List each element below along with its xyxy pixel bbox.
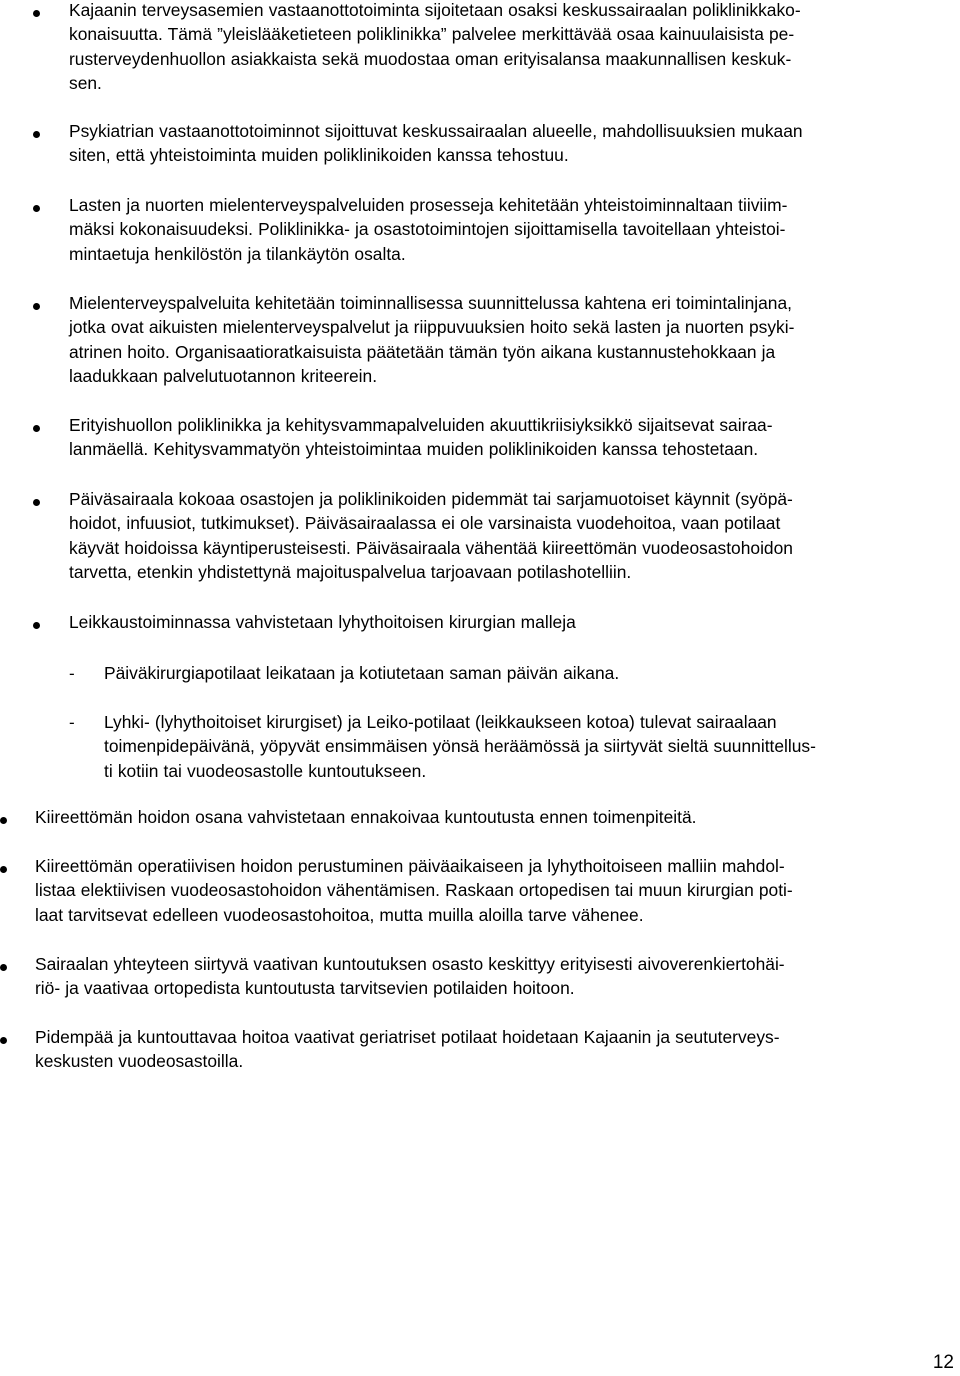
list-item-text	[69, 0, 801, 96]
text-line: atrinen hoito. Organisaatioratkaisuista päätetään tämän työn aikana kustannustehokkaan ja	[69, 341, 776, 362]
dash-marker: -	[69, 664, 75, 683]
text-line: hoidot, infuusiot, tutkimukset). Päiväsairaalassa ei ole varsinaista vuodehoitoa, vaan potilaat	[69, 513, 781, 534]
bullet-icon	[0, 1037, 7, 1044]
page-number: 12	[932, 1352, 954, 1373]
list-item-text	[104, 661, 619, 685]
text-line: Kiireettömän operatiivisen hoidon perustuminen päiväaikaiseen ja lyhythoitoiseen malliin mahdol-	[35, 856, 785, 876]
list-item-text	[69, 291, 794, 389]
text-line: Päiväsairaala kokoaa osastojen ja poliklinikoiden pidemmät tai sarjamuotoiset käynnit (syöpä-	[69, 489, 793, 509]
list-item-text	[35, 854, 793, 927]
text-line: laat tarvitsevat edelleen vuodeosastohoitoa, mutta muilla aloilla tarve vähenee.	[35, 904, 644, 925]
text-line: jotka ovat aikuisten mielenterveyspalvelut ja riippuvuuksien hoito sekä lasten ja nuorten psyki-	[69, 317, 795, 338]
text-line: riö- ja vaativaa ortopedista kuntoutusta tarvitsevien potilaiden hoitoon.	[35, 978, 575, 999]
text-line: sen.	[69, 73, 102, 94]
bullet-icon	[33, 10, 40, 17]
bullet-icon	[33, 205, 40, 212]
bullet-icon	[33, 425, 40, 432]
text-line: Psykiatrian vastaanottotoiminnot sijoittuvat keskussairaalan alueelle, mahdollisuuksien mukaan	[69, 121, 803, 141]
bullet-icon	[33, 622, 40, 629]
text-line: ti kotiin tai vuodeosastolle kuntoutukseen.	[104, 760, 427, 781]
text-line: mäksi kokonaisuudeksi. Poliklinikka- ja osastotoimintojen sijoittamisella tavoitellaan yhteistoi-	[69, 219, 786, 240]
text-line: rusterveydenhuollon asiakkaista sekä muodostaa oman erityisalansa maakunnallisen keskuk-	[69, 48, 792, 69]
text-line: Kajaanin terveysasemien vastaanottotoiminta sijoitetaan osaksi keskussairaalan poliklinikkako-	[69, 0, 801, 20]
dash-marker: -	[69, 713, 75, 732]
list-item-text	[104, 710, 816, 783]
list-item-text	[35, 1025, 780, 1074]
text-line: laadukkaan palvelutuotannon kriteerein.	[69, 366, 378, 387]
text-line: lanmäellä. Kehitysvammatyön yhteistoimintaa muiden poliklinikoiden kanssa tehostetaan.	[69, 439, 759, 460]
text-line: mintaetuja henkilöstön ja tilankäytön osalta.	[69, 243, 406, 264]
text-line: Lyhki- (lyhythoitoiset kirurgiset) ja Leiko-potilaat (leikkaukseen kotoa) tulevat sairaalaan	[104, 712, 777, 732]
bullet-icon	[33, 303, 40, 310]
bullet-icon	[33, 131, 40, 138]
bullet-icon	[0, 964, 7, 971]
list-item-text	[69, 487, 793, 585]
text-line: Lasten ja nuorten mielenterveyspalveluiden prosesseja kehitetään yhteistoiminnaltaan tiiviim-	[69, 195, 788, 215]
text-line: tarvetta, etenkin yhdistettynä majoituspalvelua tarjoavaan potilashotelliin.	[69, 562, 632, 583]
text-line: Leikkaustoiminnassa vahvistetaan lyhythoitoisen kirurgian malleja	[69, 612, 576, 632]
text-line: Sairaalan yhteyteen siirtyvä vaativan kuntoutuksen osasto keskittyy erityisesti aivoverenkiertohäi-	[35, 954, 785, 974]
text-line: Pidempää ja kuntouttavaa hoitoa vaativat geriatriset potilaat hoidetaan Kajaanin ja seututerveys-	[35, 1027, 780, 1047]
text-line: Erityishuollon poliklinikka ja kehitysvammapalveluiden akuuttikriisiyksikkö sijaitsevat sairaa-	[69, 415, 773, 435]
text-line: keskusten vuodeosastoilla.	[35, 1051, 244, 1072]
list-item-text	[69, 610, 576, 634]
list-item-text	[35, 952, 785, 1001]
bullet-icon	[33, 499, 40, 506]
text-line: Päiväkirurgiapotilaat leikataan ja kotiutetaan saman päivän aikana.	[104, 663, 620, 683]
list-item-text	[69, 193, 787, 266]
text-line: toimenpidepäivänä, yöpyvät ensimmäisen yönsä heräämössä ja siirtyvät sieltä suunnittellus-	[104, 736, 816, 757]
text-line: Mielenterveyspalveluita kehitetään toiminnallisessa suunnittelussa kahtena eri toimintalinjana,	[69, 293, 792, 313]
text-line: konaisuutta. Tämä ”yleislääketieteen poliklinikka” palvelee merkittävää osaa kainuulaisista pe-	[69, 24, 795, 45]
bullet-icon	[0, 817, 7, 824]
text-line: listaa elektiivisen vuodeosastohoidon vähentämisen. Raskaan ortopedisen tai muun kirurgian poti-	[35, 880, 793, 901]
bullet-icon	[0, 866, 7, 873]
text-line: käyvät hoidoissa käyntiperusteisesti. Päiväsairaala vähentää kiireettömän vuodeosastohoidon	[69, 537, 793, 558]
text-line: siten, että yhteistoiminta muiden poliklinikoiden kanssa tehostuu.	[69, 145, 569, 166]
text-line: Kiireettömän hoidon osana vahvistetaan ennakoivaa kuntoutusta ennen toimenpiteitä.	[35, 807, 697, 827]
list-item-text	[69, 119, 803, 168]
list-item-text	[35, 805, 696, 829]
list-item-text	[69, 413, 773, 462]
